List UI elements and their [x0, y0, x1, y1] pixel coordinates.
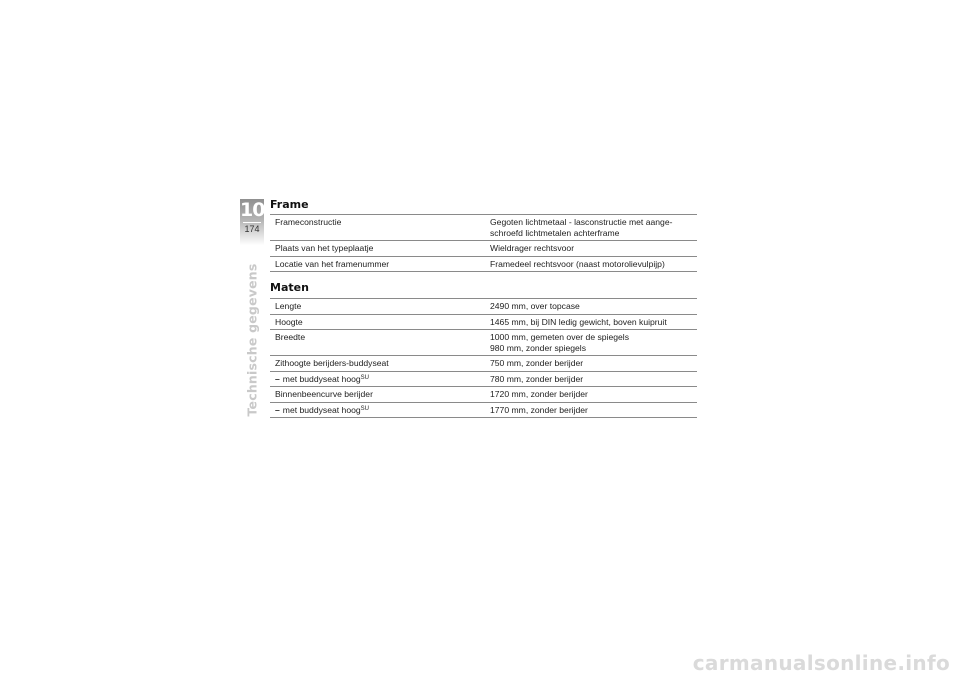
spec-value: [485, 241, 697, 257]
table-row: [270, 314, 697, 330]
table-row: [270, 215, 697, 241]
spec-label: [270, 371, 485, 387]
spec-label: Zithoogte berijders-buddyseat: [270, 356, 485, 372]
spec-label: Locatie van het framenummer: [270, 256, 485, 272]
frame-spec-table: [270, 214, 697, 272]
spec-value-line: Wieldrager rechtsvoor: [490, 243, 575, 253]
spec-value-line: 980 mm, zonder spiegels: [490, 342, 587, 353]
spec-value-line: 1000 mm, gemeten over de spiegels: [490, 332, 630, 342]
table-row: [270, 330, 697, 356]
spec-value-line: Gegoten lichtmetaal - lasconstructie met aange-: [490, 217, 673, 227]
table-row: [270, 241, 697, 257]
spec-value: [485, 299, 697, 315]
spec-value-line: 780 mm, zonder berijder: [490, 373, 584, 384]
spec-label: Lengte: [270, 299, 485, 315]
page-number: 174: [244, 224, 260, 234]
spec-label: Binnenbeencurve berijder: [270, 387, 485, 403]
spec-label: Breedte: [270, 330, 485, 356]
spec-label: [270, 402, 485, 418]
spec-value: [485, 402, 697, 418]
spec-value: [485, 256, 697, 272]
spec-value: [485, 371, 697, 387]
spec-value: [485, 387, 697, 403]
watermark: carmanualsonline.info: [692, 651, 950, 675]
spec-value-line: 1720 mm, zonder berijder: [490, 389, 588, 399]
spec-value-line: 1465 mm, bij DIN ledig gewicht, boven kuipruit: [490, 316, 667, 327]
table-row: [270, 356, 697, 372]
table-row: [270, 299, 697, 315]
maten-spec-table: [270, 298, 697, 418]
spec-value: [485, 356, 697, 372]
table-row: [270, 387, 697, 403]
spec-label-text: met buddyseat hoog: [282, 373, 361, 384]
spec-value-line: 1770 mm, zonder berijder: [490, 404, 588, 415]
superscript-note: SU: [360, 405, 370, 412]
superscript-note: SU: [360, 374, 370, 381]
dash-marker: –: [275, 404, 280, 415]
chapter-number: 10: [240, 199, 265, 221]
dash-marker: –: [275, 373, 280, 384]
chapter-divider: [243, 222, 261, 223]
frame-heading: Frame: [270, 198, 309, 211]
spec-value-line: 2490 mm, over topcase: [490, 301, 580, 311]
spec-value: [485, 314, 697, 330]
spec-value: [485, 215, 697, 241]
spec-value-line: 750 mm, zonder berijder: [490, 358, 584, 368]
spec-value-line: Framedeel rechtsvoor (naast motorolievulpijp): [490, 258, 665, 269]
table-row: [270, 402, 697, 418]
spec-label: Frameconstructie: [270, 215, 485, 241]
table-row: [270, 256, 697, 272]
spec-label-text: met buddyseat hoog: [282, 404, 361, 415]
spec-label: Hoogte: [270, 314, 485, 330]
spec-value-line: schroefd lichtmetalen achterframe: [490, 227, 620, 238]
table-row: [270, 371, 697, 387]
maten-heading: Maten: [270, 281, 309, 294]
spec-label: Plaats van het typeplaatje: [270, 241, 485, 257]
chapter-side-title: Technische gegevens: [244, 263, 260, 417]
chapter-tab: [240, 199, 264, 245]
spec-value: [485, 330, 697, 356]
